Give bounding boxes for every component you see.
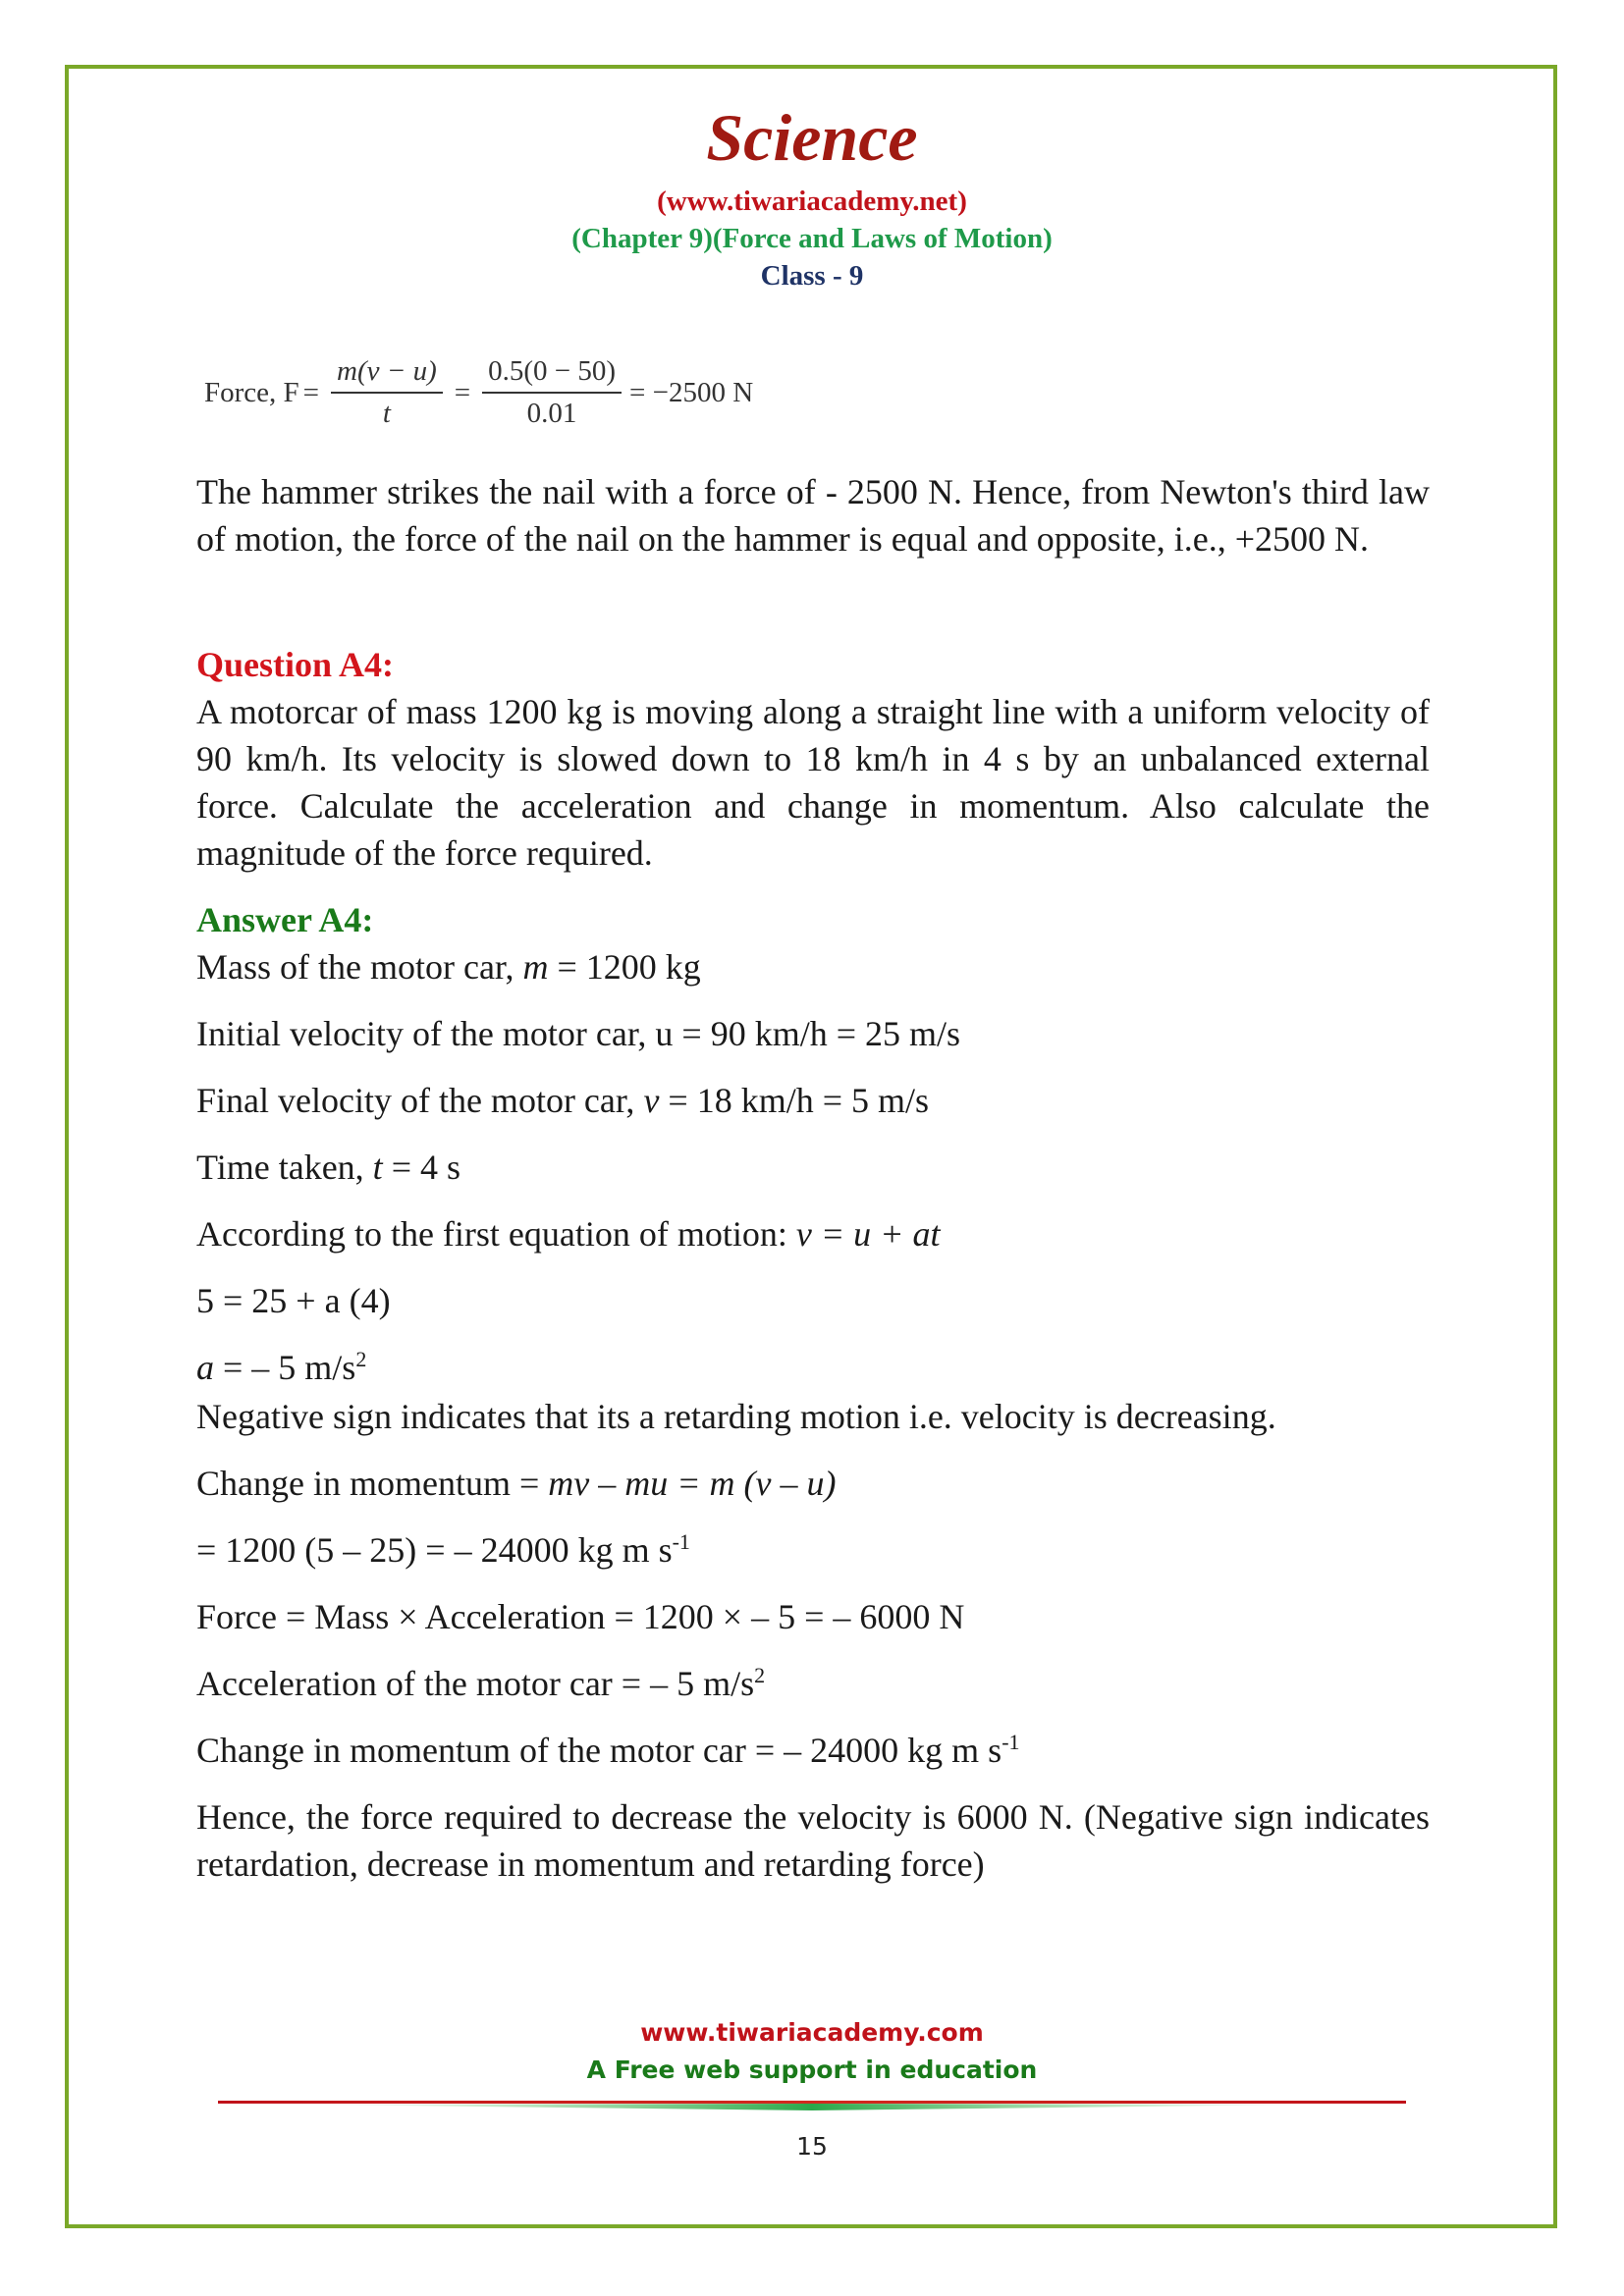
time-value: = 4 s [382, 1148, 460, 1187]
equation-of-motion-line [196, 1210, 1430, 1257]
question-heading: Question A4: [196, 645, 395, 684]
momentum-change-line [196, 1460, 1430, 1507]
final-velocity-line [196, 1077, 1430, 1124]
mass-line [196, 943, 1430, 990]
mass-label: Mass of the motor car, [196, 947, 523, 987]
formula-eq1: = [302, 376, 320, 408]
page-footer [0, 2014, 1624, 2161]
question-text: A motorcar of mass 1200 kg is moving along a straight line with a uniform velocity of 90 km/h. Its velocity is slowed down to 18 km/h in 4 s by an unbalanced external force. Calculate the acceleration and change in momentum. Also calculate the magnitude of the force required. [196, 692, 1430, 873]
formula-lhs: Force, F [204, 376, 299, 408]
header-site-link[interactable]: (www.tiwariacademy.net) [657, 186, 967, 217]
chapter-title: (Chapter 9)(Force and Laws of Motion) [571, 223, 1053, 254]
momentum-label: Change in momentum = [196, 1464, 549, 1503]
acceleration-result-line [196, 1660, 1430, 1707]
momentum-result-exponent: -1 [1001, 1730, 1020, 1754]
momentum-calc-value: = 1200 (5 – 25) = – 24000 kg m s [196, 1530, 673, 1570]
negative-sign-note: Negative sign indicates that its a retarding motion i.e. velocity is decreasing. [196, 1397, 1276, 1436]
mass-value: = 1200 kg [548, 947, 701, 987]
acceleration-result-value: Acceleration of the motor car = – 5 m/s [196, 1664, 755, 1703]
step-line: 5 = 25 + a (4) [196, 1281, 391, 1320]
momentum-calc-exponent: -1 [672, 1529, 690, 1554]
page-title: Science [706, 100, 918, 175]
fraction-1-denominator: t [382, 398, 391, 429]
final-value: = 18 km/h = 5 m/s [659, 1081, 930, 1120]
fraction-2-denominator: 0.01 [526, 398, 577, 429]
equation-formula: v = u + at [795, 1214, 941, 1254]
formula-eq2: = [454, 376, 471, 408]
time-label: Time taken, [196, 1148, 373, 1187]
class-label: Class - 9 [760, 260, 864, 292]
final-variable: v [643, 1081, 660, 1120]
momentum-result-line [196, 1727, 1430, 1774]
acceleration-line [196, 1344, 1430, 1391]
footer-url-link[interactable]: www.tiwariacademy.com [640, 2018, 984, 2047]
formula-rhs: = −2500 N [629, 376, 754, 408]
newton-third-law-paragraph: The hammer strikes the nail with a force of - 2500 N. Hence, from Newton's third law of motion, the force of the nail on the hammer is equal and opposite, i.e., +2500 N. [196, 472, 1430, 559]
fraction-1-numerator: m(v − u) [331, 355, 443, 394]
acceleration-variable: a [196, 1348, 214, 1387]
momentum-formula: mv – mu = m (v – u) [548, 1464, 837, 1503]
page-content [196, 339, 1430, 1888]
mass-variable: m [522, 947, 549, 987]
footer-tagline: A Free web support in education [586, 2056, 1038, 2084]
conclusion-paragraph: Hence, the force required to decrease the velocity is 6000 N. (Negative sign indicates retardation, decrease in momentum and retarding force) [196, 1797, 1430, 1884]
time-variable: t [372, 1148, 383, 1187]
formula-fraction-2 [482, 355, 622, 430]
answer-heading: Answer A4: [196, 900, 374, 939]
page-number: 15 [796, 2132, 828, 2161]
fraction-2-numerator: 0.5(0 − 50) [482, 355, 622, 394]
page-header [0, 98, 1624, 294]
force-formula [204, 339, 1430, 447]
acceleration-result-exponent: 2 [754, 1663, 766, 1687]
footer-divider [218, 2101, 1406, 2110]
formula-fraction-1 [331, 355, 443, 430]
momentum-calc-line [196, 1526, 1430, 1574]
acceleration-value: = – 5 m/s [214, 1348, 356, 1387]
acceleration-exponent: 2 [355, 1347, 367, 1371]
initial-velocity-line: Initial velocity of the motor car, u = 90 km/h = 25 m/s [196, 1014, 961, 1053]
force-line: Force = Mass × Acceleration = 1200 × – 5 = – 6000 N [196, 1597, 965, 1636]
time-line [196, 1144, 1430, 1191]
final-label: Final velocity of the motor car, [196, 1081, 644, 1120]
momentum-result-value: Change in momentum of the motor car = – 24000 kg m s [196, 1731, 1002, 1770]
equation-label: According to the first equation of motion: [196, 1214, 796, 1254]
